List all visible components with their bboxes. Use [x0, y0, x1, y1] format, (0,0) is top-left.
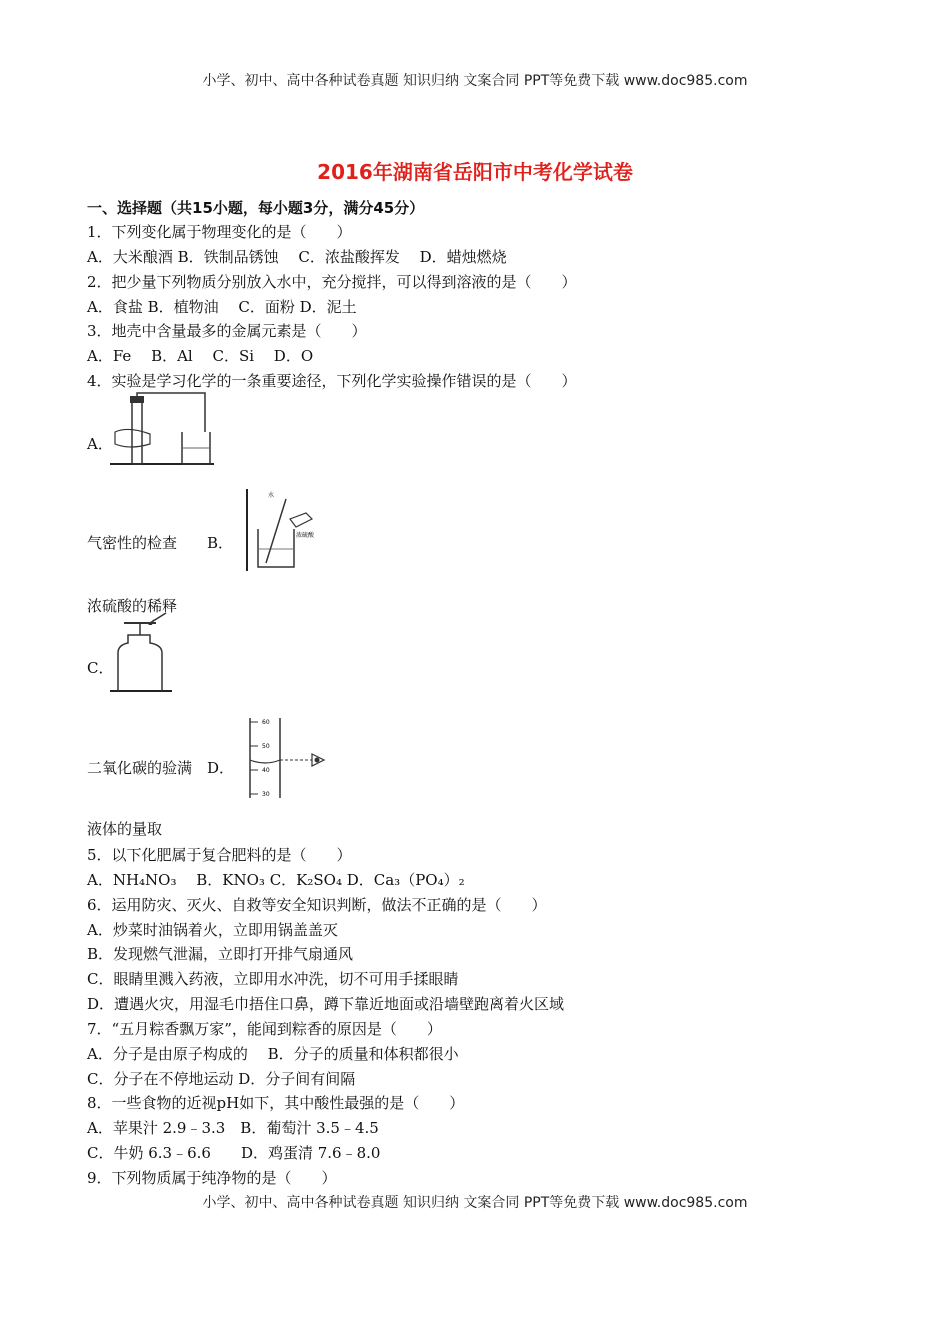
question-7-options-ab: A．分子是由原子构成的 B．分子的质量和体积都很小: [87, 1045, 459, 1063]
question-6-option-b: B．发现燃气泄漏，立即打开排气扇通风: [87, 945, 354, 963]
figure-label-acid: 浓硫酸: [296, 532, 315, 539]
question-6-option-a: A．炒菜时油锅着火，立即用锅盖盖灭: [87, 921, 338, 939]
option-c-label: C．: [87, 659, 114, 677]
section-heading: 一、选择题（共15小题，每小题3分，满分45分）: [87, 199, 425, 217]
question-2-options: A．食盐 B．植物油 C．面粉 D．泥土: [87, 298, 357, 316]
question-3: 3．地壳中含量最多的金属元素是（ ）: [87, 322, 367, 340]
question-5: 5．以下化肥属于复合肥料的是（ ）: [87, 846, 352, 864]
page-header: 小学、初中、高中各种试卷真题 知识归纳 文案合同 PPT等免费下载 www.doc985.com: [202, 73, 748, 89]
question-2: 2．把少量下列物质分别放入水中，充分搅拌，可以得到溶液的是（ ）: [87, 273, 577, 291]
acid-dilution-figure: [246, 489, 318, 571]
question-4: 4．实验是学习化学的一条重要途径，下列化学实验操作错误的是（ ）: [87, 372, 577, 390]
question-6-option-c: C．眼睛里溅入药液，立即用水冲洗，切不可用手揉眼睛: [87, 970, 459, 988]
option-b-caption: 浓硫酸的稀释: [87, 597, 178, 615]
page-title: 2016年湖南省岳阳市中考化学试卷: [317, 160, 633, 184]
option-a-caption: 气密性的检查 B．: [87, 534, 234, 552]
co2-full-check-figure: [110, 613, 172, 693]
question-6: 6．运用防灾、灭火、自救等安全知识判断，做法不正确的是（ ）: [87, 896, 547, 914]
question-5-options: A．NH₄NO₃ B．KNO₃ C．K₂SO₄ D．Ca₃（PO₄）₂: [87, 871, 465, 889]
option-a-label: A．: [87, 435, 113, 453]
option-c-caption: 二氧化碳的验满 D．: [87, 759, 235, 777]
option-d-caption: 液体的量取: [87, 820, 163, 838]
question-9: 9．下列物质属于纯净物的是（ ）: [87, 1169, 337, 1187]
question-3-options: A．Fe B．Al C．Si D．O: [87, 347, 314, 365]
tick-60: 60: [262, 719, 270, 726]
question-8-options-ab: A．苹果汁 2.9﹣3.3 B．葡萄汁 3.5﹣4.5: [87, 1119, 379, 1137]
question-1-options: A．大米酿酒 B．铁制品锈蚀 C．浓盐酸挥发 D．蜡烛燃烧: [87, 248, 507, 266]
airtightness-check-figure: [110, 392, 214, 467]
question-8: 8．一些食物的近视pH如下，其中酸性最强的是（ ）: [87, 1094, 465, 1112]
question-7-options-cd: C．分子在不停地运动 D．分子间有间隔: [87, 1070, 356, 1088]
figure-label-water: 水: [268, 492, 275, 499]
tick-40: 40: [262, 767, 270, 774]
tick-30: 30: [262, 791, 270, 798]
question-6-option-d: D．遭遇火灾，用湿毛巾捂住口鼻，蹲下靠近地面或沿墙壁跑离着火区域: [87, 995, 565, 1013]
question-1: 1．下列变化属于物理变化的是（ ）: [87, 223, 352, 241]
question-8-options-cd: C．牛奶 6.3﹣6.6 D．鸡蛋清 7.6﹣8.0: [87, 1144, 381, 1162]
page-footer: 小学、初中、高中各种试卷真题 知识归纳 文案合同 PPT等免费下载 www.doc985.com: [202, 1195, 748, 1211]
tick-50: 50: [262, 743, 270, 750]
liquid-measuring-figure: [248, 718, 328, 798]
question-7: 7．“五月粽香飘万家”，能闻到粽香的原因是（ ）: [87, 1020, 442, 1038]
